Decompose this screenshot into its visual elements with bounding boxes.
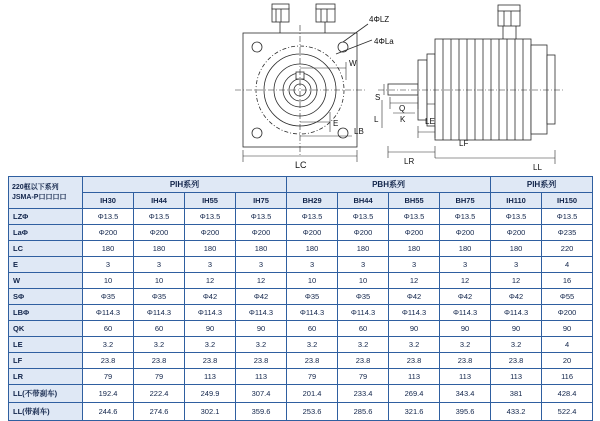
cell: 90 bbox=[236, 321, 287, 337]
table-row bbox=[9, 403, 593, 421]
cell: Φ55 bbox=[542, 289, 593, 305]
corner-line-1: 220框以下系列 bbox=[12, 184, 59, 192]
cell: 220 bbox=[542, 241, 593, 257]
column-header-bh75: BH75 bbox=[440, 193, 491, 209]
row-header-la: LaΦ bbox=[9, 225, 83, 241]
cell: Φ42 bbox=[185, 289, 236, 305]
cell: 113 bbox=[389, 369, 440, 385]
cell: Φ200 bbox=[389, 225, 440, 241]
cell: 10 bbox=[287, 273, 338, 289]
cell: 23.8 bbox=[134, 353, 185, 369]
cell: 3.2 bbox=[185, 337, 236, 353]
dim-label-le: LE bbox=[425, 117, 435, 126]
table-row bbox=[9, 225, 593, 241]
cell: Φ200 bbox=[440, 225, 491, 241]
cell: 3.2 bbox=[440, 337, 491, 353]
table-row bbox=[9, 337, 593, 353]
cell: Φ200 bbox=[542, 305, 593, 321]
cell: 307.4 bbox=[236, 385, 287, 403]
row-header-s: SΦ bbox=[9, 289, 83, 305]
cell: 180 bbox=[236, 241, 287, 257]
cell: 522.4 bbox=[542, 403, 593, 421]
column-header-ih75: IH75 bbox=[236, 193, 287, 209]
table-column-header-row bbox=[9, 193, 593, 209]
cell: 23.8 bbox=[83, 353, 134, 369]
cell: 60 bbox=[134, 321, 185, 337]
cell: 3 bbox=[83, 257, 134, 273]
cell: 10 bbox=[83, 273, 134, 289]
dim-label-lc: LC bbox=[295, 160, 307, 170]
motor-dimension-drawing bbox=[0, 0, 600, 170]
cell: Φ35 bbox=[338, 289, 389, 305]
cell: 3.2 bbox=[338, 337, 389, 353]
cell: 321.6 bbox=[389, 403, 440, 421]
row-header-lf: LF bbox=[9, 353, 83, 369]
row-header-lz: LZΦ bbox=[9, 209, 83, 225]
dim-label-lb: LB bbox=[354, 127, 364, 136]
cell: Φ42 bbox=[491, 289, 542, 305]
cell: 244.6 bbox=[83, 403, 134, 421]
dim-label-lr: LR bbox=[404, 157, 415, 166]
cell: 285.6 bbox=[338, 403, 389, 421]
cell: 23.8 bbox=[389, 353, 440, 369]
column-header-bh44: BH44 bbox=[338, 193, 389, 209]
cell: 343.4 bbox=[440, 385, 491, 403]
cell: Φ114.3 bbox=[389, 305, 440, 321]
cell: 222.4 bbox=[134, 385, 185, 403]
cell: 201.4 bbox=[287, 385, 338, 403]
dim-label-w: W bbox=[349, 59, 357, 68]
cell: Φ200 bbox=[185, 225, 236, 241]
corner-line-2: JSMA-P口口口口 bbox=[12, 193, 67, 201]
cell: Φ200 bbox=[491, 225, 542, 241]
column-header-ih150: IH150 bbox=[542, 193, 593, 209]
cell: 4 bbox=[542, 337, 593, 353]
dim-label-e: E bbox=[333, 119, 339, 128]
cell: Φ13.5 bbox=[389, 209, 440, 225]
cell: 3 bbox=[287, 257, 338, 273]
row-header-lr: LR bbox=[9, 369, 83, 385]
cell: Φ114.3 bbox=[440, 305, 491, 321]
table-row bbox=[9, 209, 593, 225]
cell: 180 bbox=[185, 241, 236, 257]
cell: 395.6 bbox=[440, 403, 491, 421]
row-header-lc: LC bbox=[9, 241, 83, 257]
dim-label-lf: LF bbox=[459, 139, 469, 148]
cell: 3.2 bbox=[491, 337, 542, 353]
cell: 274.6 bbox=[134, 403, 185, 421]
cell: 3 bbox=[338, 257, 389, 273]
cell: 302.1 bbox=[185, 403, 236, 421]
cell: Φ114.3 bbox=[236, 305, 287, 321]
cell: 180 bbox=[287, 241, 338, 257]
row-header-lb: LBΦ bbox=[9, 305, 83, 321]
cell: 428.4 bbox=[542, 385, 593, 403]
row-header-ll-brake: LL(带刹车) bbox=[9, 403, 83, 421]
cell: 180 bbox=[83, 241, 134, 257]
row-header-e: E bbox=[9, 257, 83, 273]
cell: 12 bbox=[440, 273, 491, 289]
cell: Φ235 bbox=[542, 225, 593, 241]
cell: Φ42 bbox=[236, 289, 287, 305]
cell: 60 bbox=[338, 321, 389, 337]
column-header-ih110: IH110 bbox=[491, 193, 542, 209]
group-header-1: PBH系列 bbox=[287, 177, 491, 193]
table-row bbox=[9, 273, 593, 289]
dimension-table-wrapper bbox=[8, 176, 592, 421]
row-header-w: W bbox=[9, 273, 83, 289]
cell: 23.8 bbox=[185, 353, 236, 369]
cell: 12 bbox=[236, 273, 287, 289]
cell: Φ35 bbox=[83, 289, 134, 305]
cell: 249.9 bbox=[185, 385, 236, 403]
cell: 433.2 bbox=[491, 403, 542, 421]
cell: Φ13.5 bbox=[134, 209, 185, 225]
dimension-table bbox=[8, 176, 593, 421]
cell: 10 bbox=[338, 273, 389, 289]
dim-label-lz: 4ΦLZ bbox=[369, 15, 390, 24]
cell: 113 bbox=[491, 369, 542, 385]
cell: Φ114.3 bbox=[83, 305, 134, 321]
dim-label-k: K bbox=[400, 115, 406, 124]
cell: Φ13.5 bbox=[83, 209, 134, 225]
dim-label-la: 4ΦLa bbox=[374, 37, 394, 46]
cell: 79 bbox=[134, 369, 185, 385]
cell: Φ200 bbox=[287, 225, 338, 241]
row-header-le: LE bbox=[9, 337, 83, 353]
cell: 3 bbox=[134, 257, 185, 273]
cell: 3 bbox=[236, 257, 287, 273]
cell: Φ13.5 bbox=[185, 209, 236, 225]
table-row bbox=[9, 353, 593, 369]
column-header-bh55: BH55 bbox=[389, 193, 440, 209]
table-row bbox=[9, 289, 593, 305]
cell: 23.8 bbox=[287, 353, 338, 369]
cell: Φ200 bbox=[236, 225, 287, 241]
cell: 269.4 bbox=[389, 385, 440, 403]
cell: Φ42 bbox=[440, 289, 491, 305]
cell: 180 bbox=[338, 241, 389, 257]
cell: 79 bbox=[338, 369, 389, 385]
cell: 3.2 bbox=[287, 337, 338, 353]
column-header-ih44: IH44 bbox=[134, 193, 185, 209]
cell: Φ200 bbox=[338, 225, 389, 241]
cell: Φ200 bbox=[134, 225, 185, 241]
dim-label-s: S bbox=[375, 93, 381, 102]
table-row bbox=[9, 369, 593, 385]
cell: 90 bbox=[491, 321, 542, 337]
table-row bbox=[9, 241, 593, 257]
table-row bbox=[9, 385, 593, 403]
table-group-row bbox=[9, 177, 593, 193]
column-header-bh29: BH29 bbox=[287, 193, 338, 209]
cell: 20 bbox=[542, 353, 593, 369]
cell: 23.8 bbox=[236, 353, 287, 369]
cell: Φ13.5 bbox=[542, 209, 593, 225]
column-header-ih30: IH30 bbox=[83, 193, 134, 209]
cell: 90 bbox=[389, 321, 440, 337]
row-header-qk: QK bbox=[9, 321, 83, 337]
table-row bbox=[9, 321, 593, 337]
cell: Φ114.3 bbox=[185, 305, 236, 321]
cell: 3.2 bbox=[389, 337, 440, 353]
cell: 113 bbox=[236, 369, 287, 385]
cell: Φ13.5 bbox=[236, 209, 287, 225]
column-header-ih55: IH55 bbox=[185, 193, 236, 209]
cell: Φ42 bbox=[389, 289, 440, 305]
cell: 180 bbox=[440, 241, 491, 257]
cell: 3 bbox=[185, 257, 236, 273]
cell: 3 bbox=[389, 257, 440, 273]
cell: Φ35 bbox=[134, 289, 185, 305]
cell: 180 bbox=[491, 241, 542, 257]
dim-label-l: L bbox=[374, 115, 379, 124]
cell: Φ200 bbox=[83, 225, 134, 241]
cell: Φ114.3 bbox=[134, 305, 185, 321]
cell: Φ114.3 bbox=[491, 305, 542, 321]
row-header-ll-no-brake: LL(不带刹车) bbox=[9, 385, 83, 403]
cell: 90 bbox=[440, 321, 491, 337]
cell: 381 bbox=[491, 385, 542, 403]
cell: 60 bbox=[287, 321, 338, 337]
cell: 3 bbox=[440, 257, 491, 273]
cell: 113 bbox=[440, 369, 491, 385]
cell: 90 bbox=[542, 321, 593, 337]
cell: 90 bbox=[185, 321, 236, 337]
cell: Φ13.5 bbox=[440, 209, 491, 225]
cell: 3 bbox=[491, 257, 542, 273]
cell: 113 bbox=[185, 369, 236, 385]
cell: 3.2 bbox=[83, 337, 134, 353]
cell: Φ35 bbox=[287, 289, 338, 305]
cell: 12 bbox=[389, 273, 440, 289]
table-row bbox=[9, 257, 593, 273]
cell: 60 bbox=[83, 321, 134, 337]
cell: Φ13.5 bbox=[287, 209, 338, 225]
group-header-0: PIH系列 bbox=[83, 177, 287, 193]
cell: 253.6 bbox=[287, 403, 338, 421]
cell: 192.4 bbox=[83, 385, 134, 403]
dim-label-q: Q bbox=[399, 104, 406, 113]
cell: 233.4 bbox=[338, 385, 389, 403]
cell: 12 bbox=[185, 273, 236, 289]
cell: 359.6 bbox=[236, 403, 287, 421]
cell: 4 bbox=[542, 257, 593, 273]
table-corner-header bbox=[9, 177, 83, 209]
cell: 23.8 bbox=[440, 353, 491, 369]
cell: 3.2 bbox=[134, 337, 185, 353]
cell: 12 bbox=[491, 273, 542, 289]
cell: 116 bbox=[542, 369, 593, 385]
cell: 79 bbox=[83, 369, 134, 385]
cell: Φ13.5 bbox=[491, 209, 542, 225]
cell: 3.2 bbox=[236, 337, 287, 353]
cell: 23.8 bbox=[338, 353, 389, 369]
cell: 180 bbox=[389, 241, 440, 257]
dim-label-ll: LL bbox=[533, 163, 542, 172]
cell: Φ114.3 bbox=[338, 305, 389, 321]
cell: Φ13.5 bbox=[338, 209, 389, 225]
cell: 10 bbox=[134, 273, 185, 289]
cell: 180 bbox=[134, 241, 185, 257]
group-header-2: PIH系列 bbox=[491, 177, 593, 193]
cell: Φ114.3 bbox=[287, 305, 338, 321]
cell: 23.8 bbox=[491, 353, 542, 369]
cell: 79 bbox=[287, 369, 338, 385]
table-row bbox=[9, 305, 593, 321]
cell: 16 bbox=[542, 273, 593, 289]
